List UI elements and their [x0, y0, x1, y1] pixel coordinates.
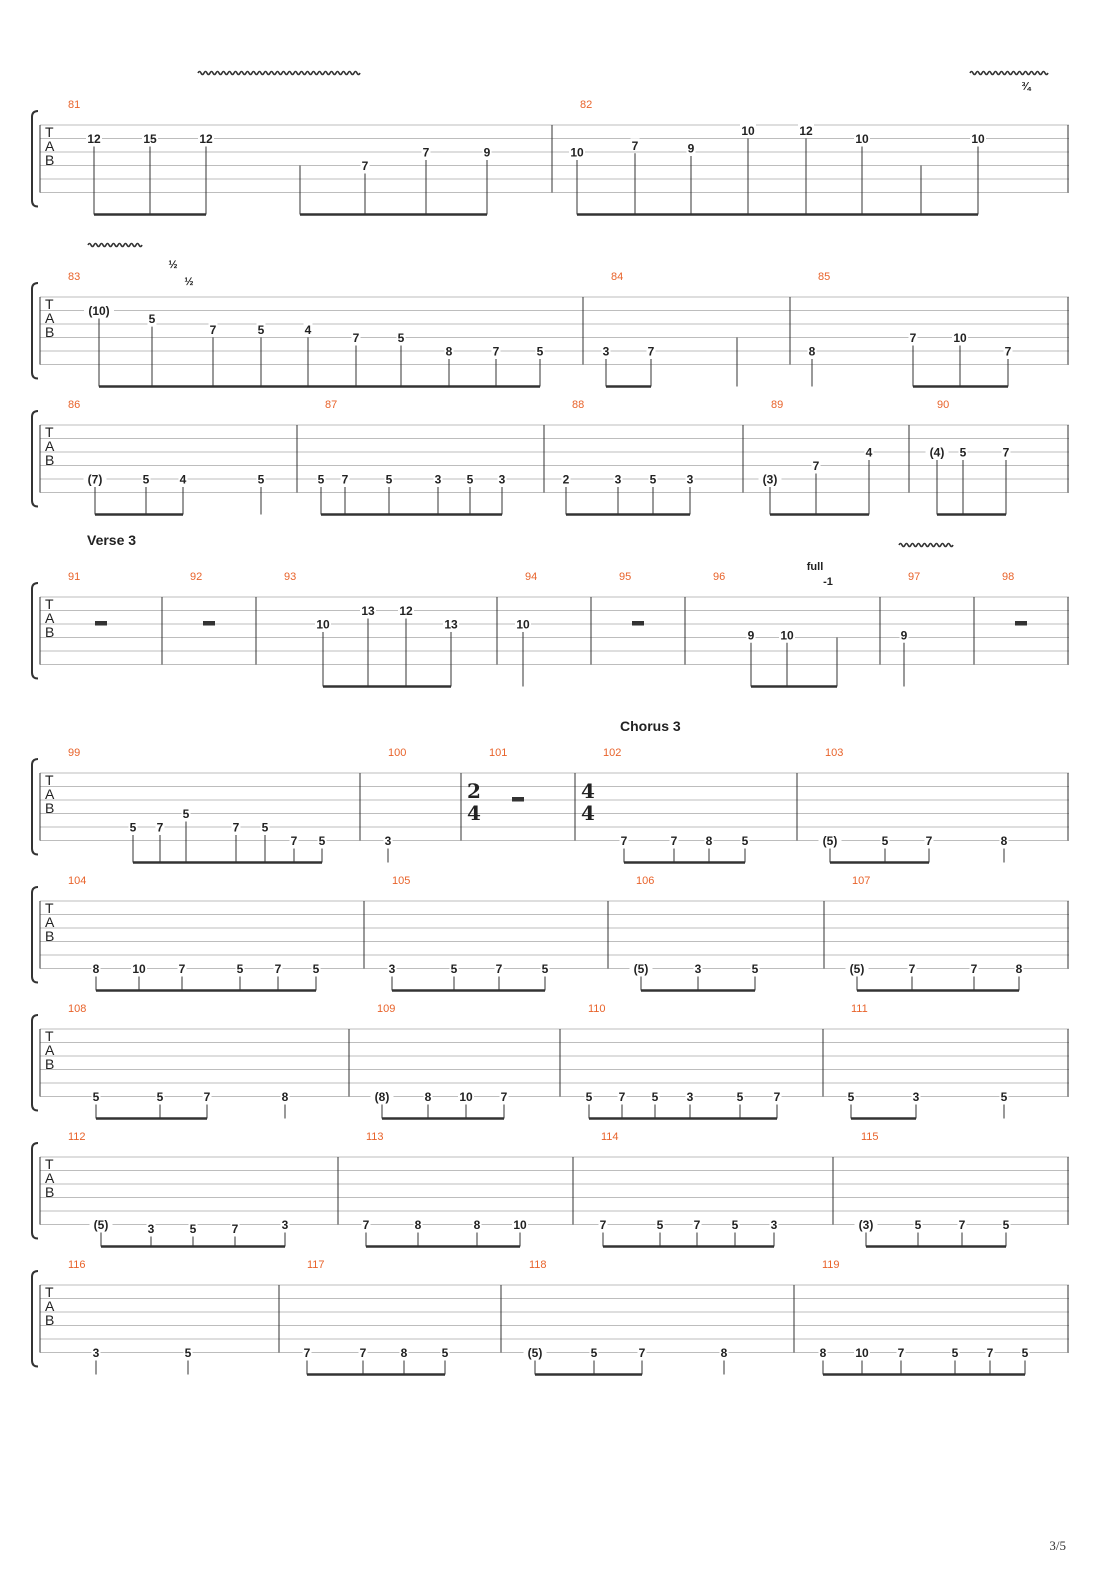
bar-number: 84 — [611, 271, 624, 283]
tab-clef-letter: T — [45, 296, 54, 312]
fret-number: 10 — [570, 145, 584, 160]
fret-number: 5 — [881, 834, 889, 848]
fret-number: 5 — [312, 962, 320, 976]
fret-number: 7 — [156, 820, 164, 835]
fret-number: 8 — [473, 1218, 481, 1232]
bar-number: 83 — [68, 271, 81, 283]
system-bracket — [32, 1015, 38, 1111]
tab-clef-letter: T — [45, 772, 54, 788]
tab-clef-letter: A — [45, 1298, 55, 1314]
tab-system — [32, 544, 1069, 687]
bar-number: 92 — [190, 571, 203, 583]
tab-clef-letter: B — [45, 452, 55, 468]
bar-number: 88 — [572, 399, 585, 411]
bar-number: 116 — [68, 1259, 86, 1271]
fret-number: 5 — [318, 834, 326, 848]
bar-number: 110 — [588, 1003, 606, 1015]
system-bracket — [32, 283, 38, 379]
bar-number: 108 — [68, 1003, 87, 1015]
fret-number: 3 — [602, 344, 610, 359]
fret-number: 5 — [951, 1346, 959, 1360]
system-bracket — [32, 411, 38, 507]
fret-number: 5 — [236, 962, 244, 976]
fret-number: 5 — [441, 1346, 449, 1360]
bar-number: 101 — [489, 747, 508, 759]
fret-number: 5 — [959, 445, 967, 460]
fret-number: (5) — [93, 1218, 109, 1232]
bar-number: 96 — [713, 571, 726, 583]
tab-clef-letter: B — [45, 1056, 55, 1072]
fret-number: 7 — [274, 962, 282, 976]
tab-system — [32, 1131, 1069, 1247]
bar-number: 97 — [908, 571, 921, 583]
fret-number: 4 — [179, 472, 187, 487]
bend-amount: ¾ — [1021, 81, 1031, 93]
fret-number: 3 — [92, 1346, 100, 1360]
bar-number: 109 — [377, 1003, 396, 1015]
fret-number: 3 — [147, 1222, 155, 1237]
tab-clef-letter: A — [45, 1042, 55, 1058]
bar-number: 94 — [525, 571, 538, 583]
bar-number: 118 — [529, 1259, 547, 1271]
section-label: Verse 3 — [87, 532, 137, 548]
vibrato-mark — [88, 244, 142, 247]
fret-number: (5) — [849, 962, 865, 976]
fret-number: 10 — [953, 331, 967, 345]
fret-number: 8 — [705, 834, 713, 848]
fret-number: 2 — [562, 472, 570, 487]
fret-number: 7 — [341, 472, 349, 487]
bar-number: 86 — [68, 399, 81, 411]
tab-system — [32, 1003, 1069, 1119]
system-bracket — [32, 583, 38, 679]
bar-number: 113 — [366, 1131, 384, 1143]
fret-number: (5) — [633, 962, 649, 976]
fret-number: 7 — [422, 145, 430, 160]
bar-number: 91 — [68, 571, 81, 583]
fret-number: 5 — [317, 472, 325, 487]
page-number: 3/5 — [1049, 1538, 1066, 1553]
fret-number: 10 — [132, 962, 146, 976]
tab-clef-letter: A — [45, 1170, 55, 1186]
tab-clef-letter: T — [45, 1156, 54, 1172]
fret-number: 7 — [231, 1222, 239, 1237]
fret-number: 7 — [693, 1218, 701, 1232]
fret-number: 3 — [686, 472, 694, 487]
fret-number: 10 — [780, 628, 794, 643]
fret-number: 12 — [399, 604, 413, 618]
fret-number: (3) — [762, 472, 778, 487]
time-signature-top: 4 — [581, 779, 595, 803]
fret-number: 8 — [424, 1090, 432, 1104]
tab-clef-letter: A — [45, 786, 55, 802]
bend-amount: ½ — [168, 259, 178, 271]
bar-number: 106 — [636, 875, 655, 887]
bend-amount: ½ — [184, 276, 194, 288]
tab-clef-letter: T — [45, 124, 54, 140]
rest-symbol — [203, 621, 215, 626]
fret-number: (5) — [822, 834, 838, 848]
fret-number: 8 — [92, 962, 100, 976]
tab-clef-letter: T — [45, 596, 54, 612]
fret-number: 10 — [516, 617, 530, 632]
fret-number: 5 — [585, 1090, 593, 1104]
fret-number: 7 — [492, 344, 500, 359]
tab-clef-letter: T — [45, 900, 54, 916]
fret-number: 10 — [855, 132, 869, 146]
fret-number: 7 — [361, 159, 369, 173]
fret-number: 7 — [909, 331, 917, 345]
fret-number: 5 — [847, 1090, 855, 1104]
time-signature-top: 2 — [467, 779, 481, 803]
fret-number: (3) — [858, 1218, 874, 1232]
tab-clef-letter: B — [45, 800, 55, 816]
fret-number: 7 — [1002, 445, 1010, 460]
fret-number: 7 — [303, 1346, 311, 1360]
tab-clef-letter: B — [45, 928, 55, 944]
fret-number: 3 — [388, 962, 396, 976]
fret-number: 7 — [290, 834, 298, 848]
bar-number: 107 — [852, 875, 871, 887]
fret-number: 5 — [156, 1090, 164, 1104]
fret-number: 7 — [362, 1218, 370, 1232]
fret-number: 10 — [459, 1090, 473, 1104]
fret-number: 5 — [741, 834, 749, 848]
tab-clef-letter: B — [45, 152, 55, 168]
fret-number: 8 — [281, 1090, 289, 1104]
bar-number: 114 — [601, 1131, 619, 1143]
fret-number: 3 — [434, 472, 442, 487]
fret-number: 5 — [450, 962, 458, 976]
rest-symbol — [95, 621, 107, 626]
bar-number: 117 — [307, 1259, 325, 1271]
fret-number: 10 — [316, 617, 330, 632]
fret-number: (10) — [88, 304, 110, 318]
fret-number: 10 — [513, 1218, 527, 1232]
fret-number: 5 — [129, 820, 137, 835]
fret-number: 10 — [971, 132, 985, 146]
fret-number: 8 — [400, 1346, 408, 1360]
tab-system — [32, 1259, 1069, 1375]
tab-clef-letter: T — [45, 424, 54, 440]
tab-system — [32, 875, 1069, 991]
bar-number: 82 — [580, 99, 593, 111]
fret-number: 8 — [1000, 834, 1008, 848]
fret-number: 12 — [799, 123, 813, 138]
fret-number: 7 — [178, 962, 186, 976]
fret-number: 5 — [651, 1090, 659, 1104]
fret-number: 7 — [958, 1218, 966, 1232]
fret-number: 7 — [638, 1346, 646, 1360]
fret-number: 5 — [92, 1090, 100, 1104]
fret-number: 5 — [649, 472, 657, 487]
fret-number: 8 — [445, 344, 453, 359]
system-bracket — [32, 759, 38, 855]
fret-number: 5 — [914, 1218, 922, 1232]
fret-number: 7 — [359, 1346, 367, 1360]
fret-number: 13 — [361, 604, 375, 618]
time-signature-bottom: 4 — [467, 801, 481, 825]
fret-number: 7 — [352, 331, 360, 345]
fret-number: 5 — [148, 312, 156, 327]
fret-number: 15 — [143, 132, 157, 146]
fret-number: 4 — [865, 445, 873, 460]
fret-number: 12 — [199, 132, 213, 146]
tab-clef-letter: B — [45, 1184, 55, 1200]
bar-number: 119 — [822, 1259, 840, 1271]
fret-number: 3 — [384, 834, 392, 848]
fret-number: 5 — [397, 331, 405, 345]
tab-clef-letter: T — [45, 1284, 54, 1300]
fret-number: 3 — [686, 1090, 694, 1104]
fret-number: (5) — [527, 1346, 543, 1360]
fret-number: 8 — [720, 1346, 728, 1360]
fret-number: 12 — [87, 132, 101, 146]
tab-system — [32, 747, 1069, 863]
tab-clef-letter: B — [45, 324, 55, 340]
fret-number: 3 — [498, 472, 506, 487]
fret-number: 5 — [751, 962, 759, 976]
bar-number: 90 — [937, 399, 950, 411]
fret-number: 5 — [1002, 1218, 1010, 1232]
fret-number: 7 — [986, 1346, 994, 1360]
bend-amount: -1 — [823, 576, 833, 588]
fret-number: 7 — [812, 459, 820, 473]
bar-number: 105 — [392, 875, 411, 887]
vibrato-mark — [198, 72, 360, 75]
fret-number: 7 — [599, 1218, 607, 1232]
bar-number: 111 — [851, 1003, 868, 1015]
fret-number: 4 — [304, 322, 312, 337]
system-bracket — [32, 1143, 38, 1239]
bar-number: 93 — [284, 571, 297, 583]
fret-number: 9 — [747, 628, 755, 643]
bar-number: 95 — [619, 571, 632, 583]
time-signature-bottom: 4 — [581, 801, 595, 825]
fret-number: 7 — [670, 834, 678, 848]
bar-number: 112 — [68, 1131, 86, 1143]
fret-number: 5 — [736, 1090, 744, 1104]
fret-number: 5 — [189, 1222, 197, 1237]
fret-number: 5 — [257, 322, 265, 337]
section-label: Chorus 3 — [620, 718, 681, 734]
system-bracket — [32, 887, 38, 983]
fret-number: 7 — [495, 962, 503, 976]
fret-number: 5 — [1000, 1090, 1008, 1104]
fret-number: 7 — [500, 1090, 508, 1104]
bar-number: 81 — [68, 99, 81, 111]
bar-number: 104 — [68, 875, 87, 887]
fret-number: 10 — [855, 1346, 869, 1360]
fret-number: 5 — [385, 472, 393, 487]
bar-number: 87 — [325, 399, 338, 411]
fret-number: 7 — [209, 322, 217, 337]
bar-number: 85 — [818, 271, 831, 283]
system-bracket — [32, 1271, 38, 1367]
fret-number: 7 — [620, 834, 628, 848]
fret-number: 5 — [182, 807, 190, 821]
fret-number: 5 — [142, 472, 150, 487]
fret-number: 7 — [925, 834, 933, 848]
bar-number: 103 — [825, 747, 844, 759]
fret-number: 5 — [536, 344, 544, 359]
fret-number: 3 — [614, 472, 622, 487]
bar-number: 99 — [68, 747, 81, 759]
tab-clef-letter: A — [45, 438, 55, 454]
fret-number: 5 — [590, 1346, 598, 1360]
bar-number: 98 — [1002, 571, 1015, 583]
fret-number: 9 — [687, 141, 695, 156]
fret-number: 7 — [618, 1090, 626, 1104]
fret-number: 8 — [414, 1218, 422, 1232]
fret-number: 7 — [773, 1090, 781, 1104]
tab-system — [32, 72, 1069, 215]
tab-system — [32, 244, 1069, 387]
fret-number: 5 — [257, 472, 265, 487]
tab-clef-letter: A — [45, 914, 55, 930]
tab-system — [32, 399, 1069, 515]
tab-clef-letter: T — [45, 1028, 54, 1044]
tab-clef-letter: A — [45, 138, 55, 154]
rest-symbol — [512, 797, 524, 802]
fret-number: 5 — [184, 1346, 192, 1360]
bar-number: 100 — [388, 747, 407, 759]
system-bracket — [32, 111, 38, 207]
tab-clef-letter: A — [45, 610, 55, 626]
fret-number: 7 — [203, 1090, 211, 1104]
fret-number: (7) — [87, 472, 103, 487]
rest-symbol — [632, 621, 644, 626]
fret-number: 13 — [444, 617, 458, 632]
vibrato-mark — [899, 544, 953, 547]
fret-number: 7 — [1004, 344, 1012, 359]
fret-number: 8 — [1015, 962, 1023, 976]
fret-number: 5 — [261, 820, 269, 835]
fret-number: 9 — [900, 628, 908, 643]
tab-clef-letter: A — [45, 310, 55, 326]
fret-number: 5 — [541, 962, 549, 976]
fret-number: 3 — [694, 962, 702, 976]
bend-amount: full — [806, 561, 824, 573]
fret-number: (8) — [374, 1090, 390, 1104]
vibrato-mark — [970, 72, 1048, 75]
fret-number: 7 — [647, 344, 655, 359]
bar-number: 115 — [861, 1131, 879, 1143]
fret-number: 7 — [970, 962, 978, 976]
fret-number: 8 — [808, 344, 816, 359]
fret-number: 7 — [232, 820, 240, 835]
fret-number: 3 — [281, 1218, 289, 1232]
fret-number: (4) — [929, 445, 945, 460]
fret-number: 9 — [483, 145, 491, 160]
fret-number: 5 — [1021, 1346, 1029, 1360]
rest-symbol — [1015, 621, 1027, 626]
fret-number: 7 — [908, 962, 916, 976]
tab-clef-letter: B — [45, 624, 55, 640]
bar-number: 102 — [603, 747, 622, 759]
bar-number: 89 — [771, 399, 784, 411]
fret-number: 8 — [819, 1346, 827, 1360]
fret-number: 5 — [656, 1218, 664, 1232]
fret-number: 7 — [631, 138, 639, 153]
fret-number: 5 — [731, 1218, 739, 1232]
fret-number: 10 — [741, 123, 755, 138]
tab-clef-letter: B — [45, 1312, 55, 1328]
fret-number: 5 — [466, 472, 474, 487]
fret-number: 3 — [912, 1090, 920, 1104]
fret-number: 3 — [770, 1218, 778, 1232]
fret-number: 7 — [897, 1346, 905, 1360]
